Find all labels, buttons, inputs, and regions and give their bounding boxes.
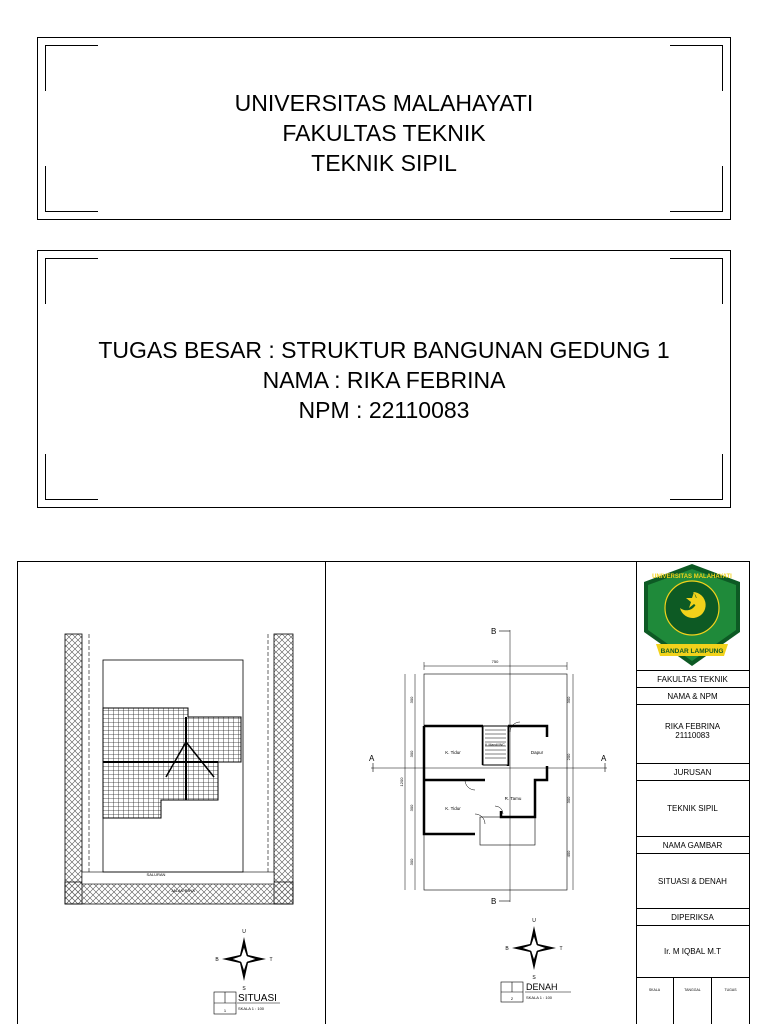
footer-scale: SKALA <box>636 978 674 1024</box>
logo-ring-text: UNIVERSITAS MALAHAYATI <box>652 574 732 580</box>
svg-text:S: S <box>242 986 246 992</box>
student-name: NAMA : RIKA FEBRINA <box>262 367 506 393</box>
student-name-cell: RIKA FEBRINA <box>664 722 721 731</box>
section-a-right: A <box>601 754 607 763</box>
section-a-left: A <box>369 754 375 763</box>
student-npm: NPM : 22110083 <box>298 397 470 423</box>
room-living: R. Tamu <box>504 796 522 801</box>
room-bath: K.Mandi/WC <box>485 743 505 747</box>
svg-text:U: U <box>242 929 246 935</box>
faculty-name: FAKULTAS TEKNIK <box>282 120 486 146</box>
student-info-cell <box>636 704 749 763</box>
footer-row <box>636 977 749 1024</box>
assignment-box <box>37 250 731 508</box>
title-block <box>636 562 749 1024</box>
dim-left-total: 1200 <box>399 777 404 787</box>
denah-scale: SKALA 1 : 100 <box>526 995 553 1000</box>
situasi-scale: SKALA 1 : 100 <box>238 1006 265 1011</box>
svg-text:300: 300 <box>409 696 414 704</box>
svg-text:B: B <box>215 957 219 963</box>
room-kitchen: Dapur <box>530 750 544 755</box>
section-b-top: B <box>491 627 497 636</box>
denah-number: 2 <box>510 996 514 1001</box>
dim-top: 750 <box>491 659 499 664</box>
department-name: TEKNIK SIPIL <box>311 150 457 176</box>
institution-box <box>37 37 731 220</box>
assignment-title: TUGAS BESAR : STRUKTUR BANGUNAN GEDUNG 1 <box>98 337 670 363</box>
footer-task: TUGAS <box>724 988 737 992</box>
student-npm-cell: 21110083 <box>675 731 710 740</box>
compass-rose-icon <box>215 929 272 992</box>
drawing-name-value: SITUASI & DENAH <box>636 853 749 908</box>
drawing-name-label: NAMA GAMBAR <box>636 836 749 853</box>
svg-text:300: 300 <box>409 858 414 866</box>
logo-banner-text: BANDAR LAMPUNG <box>660 648 724 655</box>
room-bedroom-1: K. Tidur <box>445 750 461 755</box>
university-name: UNIVERSITAS MALAHAYATI <box>234 90 534 116</box>
svg-text:200: 200 <box>566 753 571 761</box>
university-logo <box>636 562 749 672</box>
svg-text:T: T <box>559 946 563 952</box>
svg-text:T: T <box>269 957 273 963</box>
svg-text:B: B <box>505 946 509 952</box>
checker-value: Ir. M IQBAL M.T <box>636 925 749 977</box>
situasi-drawing <box>18 562 324 1024</box>
compass-rose-icon <box>505 918 562 981</box>
checked-label: DIPERIKSA <box>636 908 749 925</box>
svg-text:400: 400 <box>566 850 571 858</box>
section-b-bottom: B <box>491 897 497 906</box>
saluran-label: SALURAN <box>146 872 166 877</box>
svg-text:U: U <box>532 918 536 924</box>
situasi-title: SITUASI <box>238 993 277 1004</box>
room-bedroom-2: K. Tidur <box>445 806 461 811</box>
department-label: JURUSAN <box>636 763 749 780</box>
jalan-label: JALAN RAYA <box>171 888 195 893</box>
svg-text:S: S <box>532 975 536 981</box>
svg-text:300: 300 <box>409 750 414 758</box>
department-value: TEKNIK SIPIL <box>636 780 749 836</box>
faculty-cell: FAKULTAS TEKNIK <box>636 670 749 687</box>
footer-date: TANGGAL <box>674 978 712 1024</box>
svg-text:300: 300 <box>409 804 414 812</box>
denah-title: DENAH <box>526 982 558 992</box>
svg-text:300: 300 <box>566 796 571 804</box>
svg-text:300: 300 <box>566 696 571 704</box>
denah-drawing <box>325 562 635 1024</box>
situasi-number: 1 <box>223 1008 227 1013</box>
name-npm-label: NAMA & NPM <box>636 687 749 704</box>
